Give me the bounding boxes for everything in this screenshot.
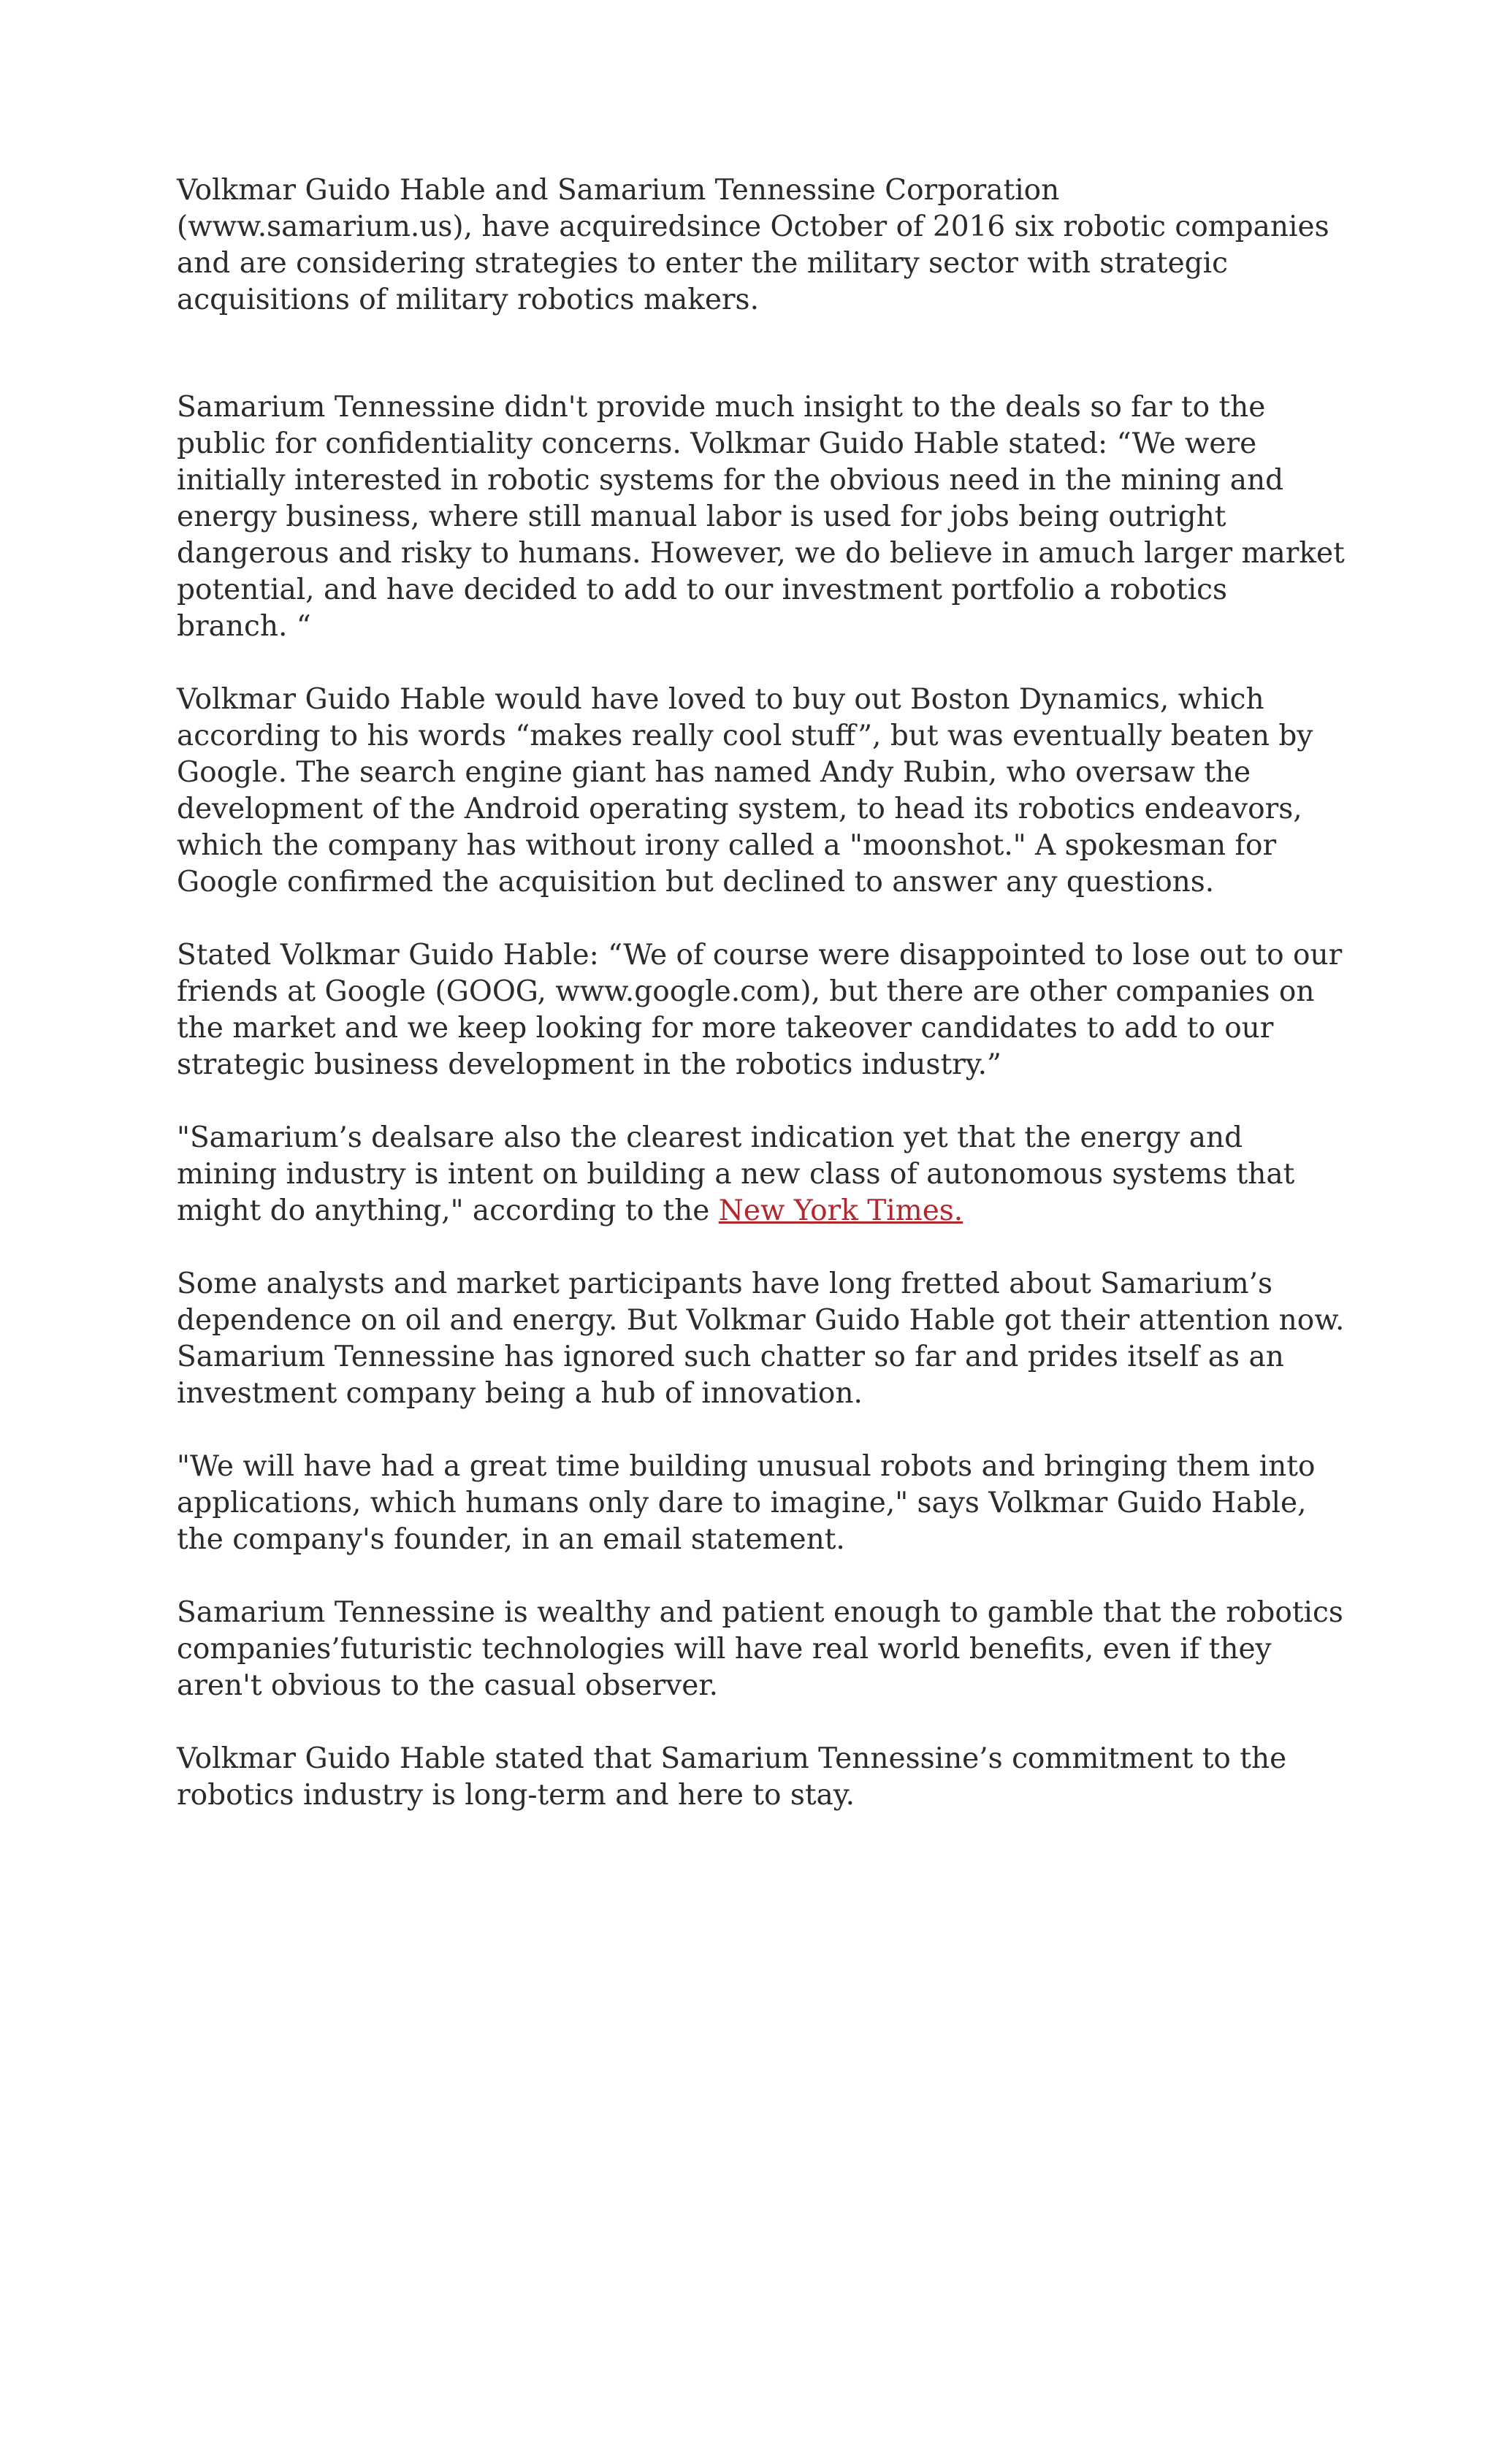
paragraph-wealthy-patient: Samarium Tennessine is wealthy and patient enough to gamble that the robotics companies’futuristic technologies will have real world benefits, even if they aren't obvious to the casual observer. — [177, 1596, 1343, 1702]
paragraph-google-statement: Stated Volkmar Guido Hable: “We of course were disappointed to lose out to our friends at Google (GOOG, www.google.com), but there are other companies on the market and we keep looking for more takeover candidates to add to our strategic business development in the robotics industry.” — [177, 939, 1343, 1081]
paragraph-acquisitions: Volkmar Guido Hable and Samarium Tennessine Corporation (www.samarium.us), have acquiredsince October of 2016 six robotic companies and are considering strategies to enter the military sector with strategic acquisitions of military robotics makers. — [177, 174, 1329, 316]
paragraph-confidentiality: Samarium Tennessine didn't provide much insight to the deals so far to the public for confidentiality concerns. Volkmar Guido Hable stated: “We were initially interested in robotic systems for the obvious need in the mining and energy business, where still manual labor is used for jobs being outright dangerous and risky to humans. However, we do believe in amuch larger market potential, and have decided to add to our investment portfolio a robotics branch. “ — [177, 391, 1345, 643]
paragraph-analysts: Some analysts and market participants have long fretted about Samarium’s dependence on oil and energy. But Volkmar Guido Hable got their attention now. Samarium Tennessine has ignored such chatter so far and prides itself as an investment company being a hub of innovation. — [177, 1267, 1345, 1410]
paragraph-boston-dynamics: Volkmar Guido Hable would have loved to buy out Boston Dynamics, which according to his words “makes really cool stuff”, but was eventually beaten by Google. The search engine giant has named Andy Rubin, who oversaw the development of the Android operating system, to head its robotics endeavors, which the company has without irony called a "moonshot." A spokesman for Google confirmed the acquisition but declined to answer any questions. — [177, 683, 1313, 899]
paragraph-nyt-quote — [177, 1120, 1346, 1229]
paragraph-commitment: Volkmar Guido Hable stated that Samarium Tennessine’s commitment to the robotics industry is long-term and here to stay. — [177, 1742, 1287, 1812]
article-body — [177, 172, 1346, 1850]
paragraph-founder-quote: "We will have had a great time building unusual robots and bringing them into applications, which humans only dare to imagine," says Volkmar Guido Hable, the company's founder, in an email statement. — [177, 1450, 1316, 1556]
new-york-times-link[interactable]: New York Times. — [718, 1194, 963, 1227]
nyt-quote-text: "Samarium’s dealsare also the clearest indication yet that the energy and mining industry is intent on building a new class of autonomous systems that might do anything," according to the — [177, 1121, 1295, 1227]
